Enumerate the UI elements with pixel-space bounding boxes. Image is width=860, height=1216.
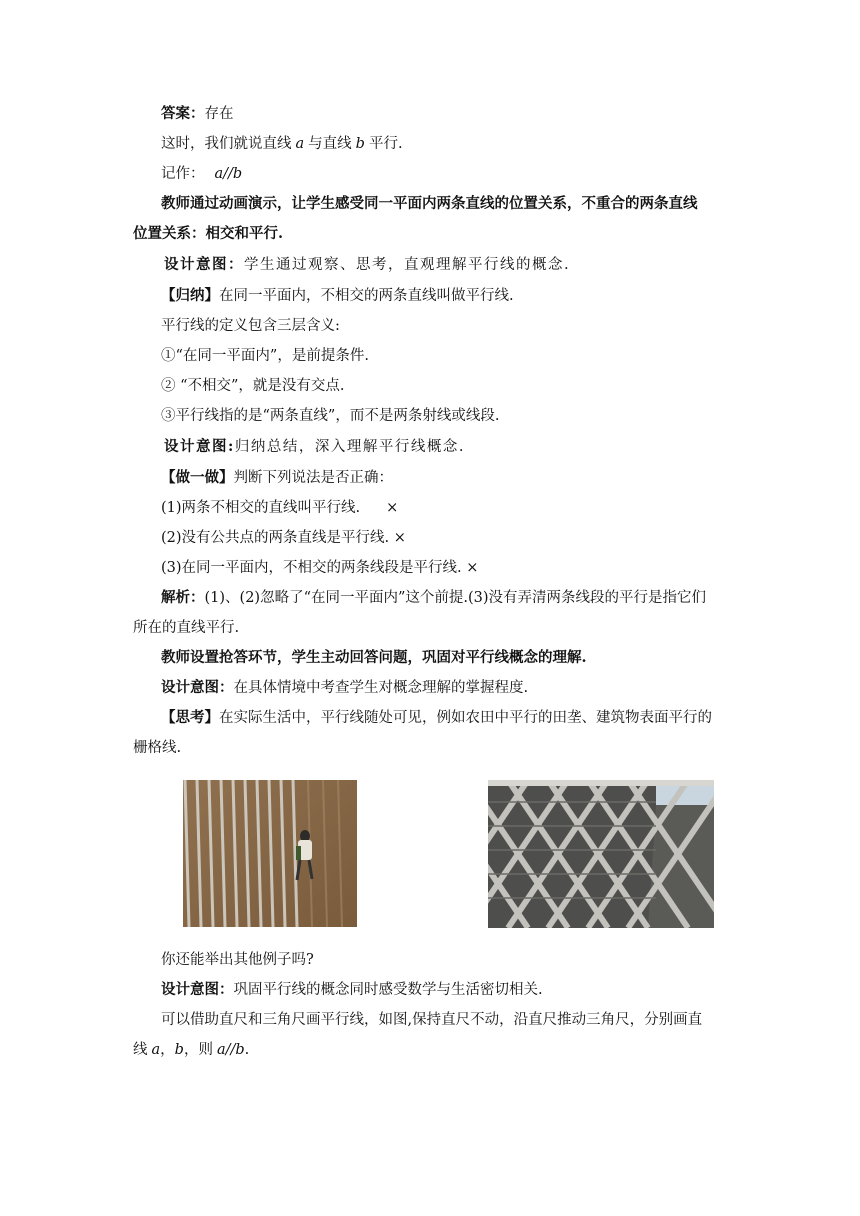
text-span: 与直线 xyxy=(308,136,352,152)
question-text: (1)两条不相交的直线叫平行线. xyxy=(161,500,361,516)
analysis-label: 解析： xyxy=(161,589,205,606)
var-a: a xyxy=(151,1042,161,1058)
ruler-line-1: 可以借助直尺和三角尺画平行线，如图,保持直尺不动，沿直尺推动三角尺，分别画直 xyxy=(161,1012,703,1028)
relation: a//b xyxy=(216,1042,245,1058)
text-span: 这时，我们就说直线 xyxy=(161,136,292,152)
building-lattice-photo xyxy=(488,780,714,928)
intent-line-1 xyxy=(164,255,570,275)
var-b: b xyxy=(355,136,365,152)
text-span: ，则 xyxy=(183,1042,213,1058)
try-label: 【做一做】 xyxy=(161,469,234,486)
try-it-line xyxy=(161,468,393,488)
try-text: 判断下列说法是否正确： xyxy=(233,470,393,486)
teacher-demo-line-1: 教师通过动画演示，让学生感受同一平面内两条直线的位置关系，不重合的两条直线 xyxy=(161,195,698,212)
definition-point-1: ①“在同一平面内”，是前提条件. xyxy=(161,348,369,364)
analysis-line-2: 所在的直线平行. xyxy=(133,620,240,636)
text-span: . xyxy=(244,1042,250,1058)
teacher-quiz-line: 教师设置抢答环节，学生主动回答问题，巩固对平行线概念的理解. xyxy=(161,649,587,666)
summary-text: 在同一平面内，不相交的两条直线叫做平行线. xyxy=(219,288,514,304)
question-3: (3)在同一平面内，不相交的两条线段是平行线. × xyxy=(161,560,479,576)
more-examples-line: 你还能举出其他例子吗? xyxy=(161,952,314,968)
intent-label: 设计意图： xyxy=(161,679,234,696)
definition-intro: 平行线的定义包含三层含义: xyxy=(161,318,340,334)
var-a: a xyxy=(295,136,305,152)
answer-label: 答案： xyxy=(161,105,205,122)
definition-point-2: ② “不相交”，就是没有交点. xyxy=(161,378,345,394)
intent-label: 设计意图： xyxy=(164,256,244,273)
var-b: b xyxy=(174,1042,184,1058)
farm-field-photo xyxy=(183,780,357,927)
notation-line xyxy=(161,164,242,184)
summary-line xyxy=(161,286,514,306)
question-1 xyxy=(161,498,398,518)
intent-text: 巩固平行线的概念同时感受数学与生活密切相关. xyxy=(233,982,543,998)
text-span: ， xyxy=(160,1042,175,1058)
intent-text: 归纳总结，深入理解平行线概念. xyxy=(234,439,465,455)
teacher-demo-line-2: 位置关系：相交和平行. xyxy=(133,225,284,242)
think-label: 【思考】 xyxy=(161,709,219,726)
intent-label: 设计意图： xyxy=(161,981,234,998)
text-span: 平行. xyxy=(368,136,403,152)
intent-line-4 xyxy=(161,980,543,1000)
notation-value: a//b xyxy=(214,166,243,182)
wrong-mark: × xyxy=(386,500,399,516)
notation-label: 记作： xyxy=(161,166,205,182)
answer-value: 存在 xyxy=(204,106,234,122)
summary-label: 【归纳】 xyxy=(161,287,219,304)
intent-text: 在具体情境中考查学生对概念理解的掌握程度. xyxy=(233,680,529,696)
ruler-line-2 xyxy=(133,1040,249,1060)
think-line-2: 栅格线. xyxy=(133,740,182,756)
intent-line-2 xyxy=(164,437,465,457)
definition-point-3: ③平行线指的是“两条直线”，而不是两条射线或线段. xyxy=(161,408,500,424)
analysis-text: (1)、(2)忽略了“在同一平面内”这个前提.(3)没有弄清两条线段的平行是指它们 xyxy=(204,590,707,606)
think-text: 在实际生活中，平行线随处可见，例如农田中平行的田垄、建筑物表面平行的 xyxy=(219,710,712,726)
intent-text: 学生通过观察、思考，直观理解平行线的概念. xyxy=(244,257,571,273)
answer-line xyxy=(161,104,234,124)
text-span: 线 xyxy=(133,1042,148,1058)
think-line-1 xyxy=(161,708,712,728)
intent-label: 设计意图: xyxy=(164,438,235,455)
intent-line-3 xyxy=(161,678,528,698)
parallel-definition-line xyxy=(161,134,403,154)
analysis-line-1 xyxy=(161,588,706,608)
question-2: (2)没有公共点的两条直线是平行线. × xyxy=(161,530,406,546)
